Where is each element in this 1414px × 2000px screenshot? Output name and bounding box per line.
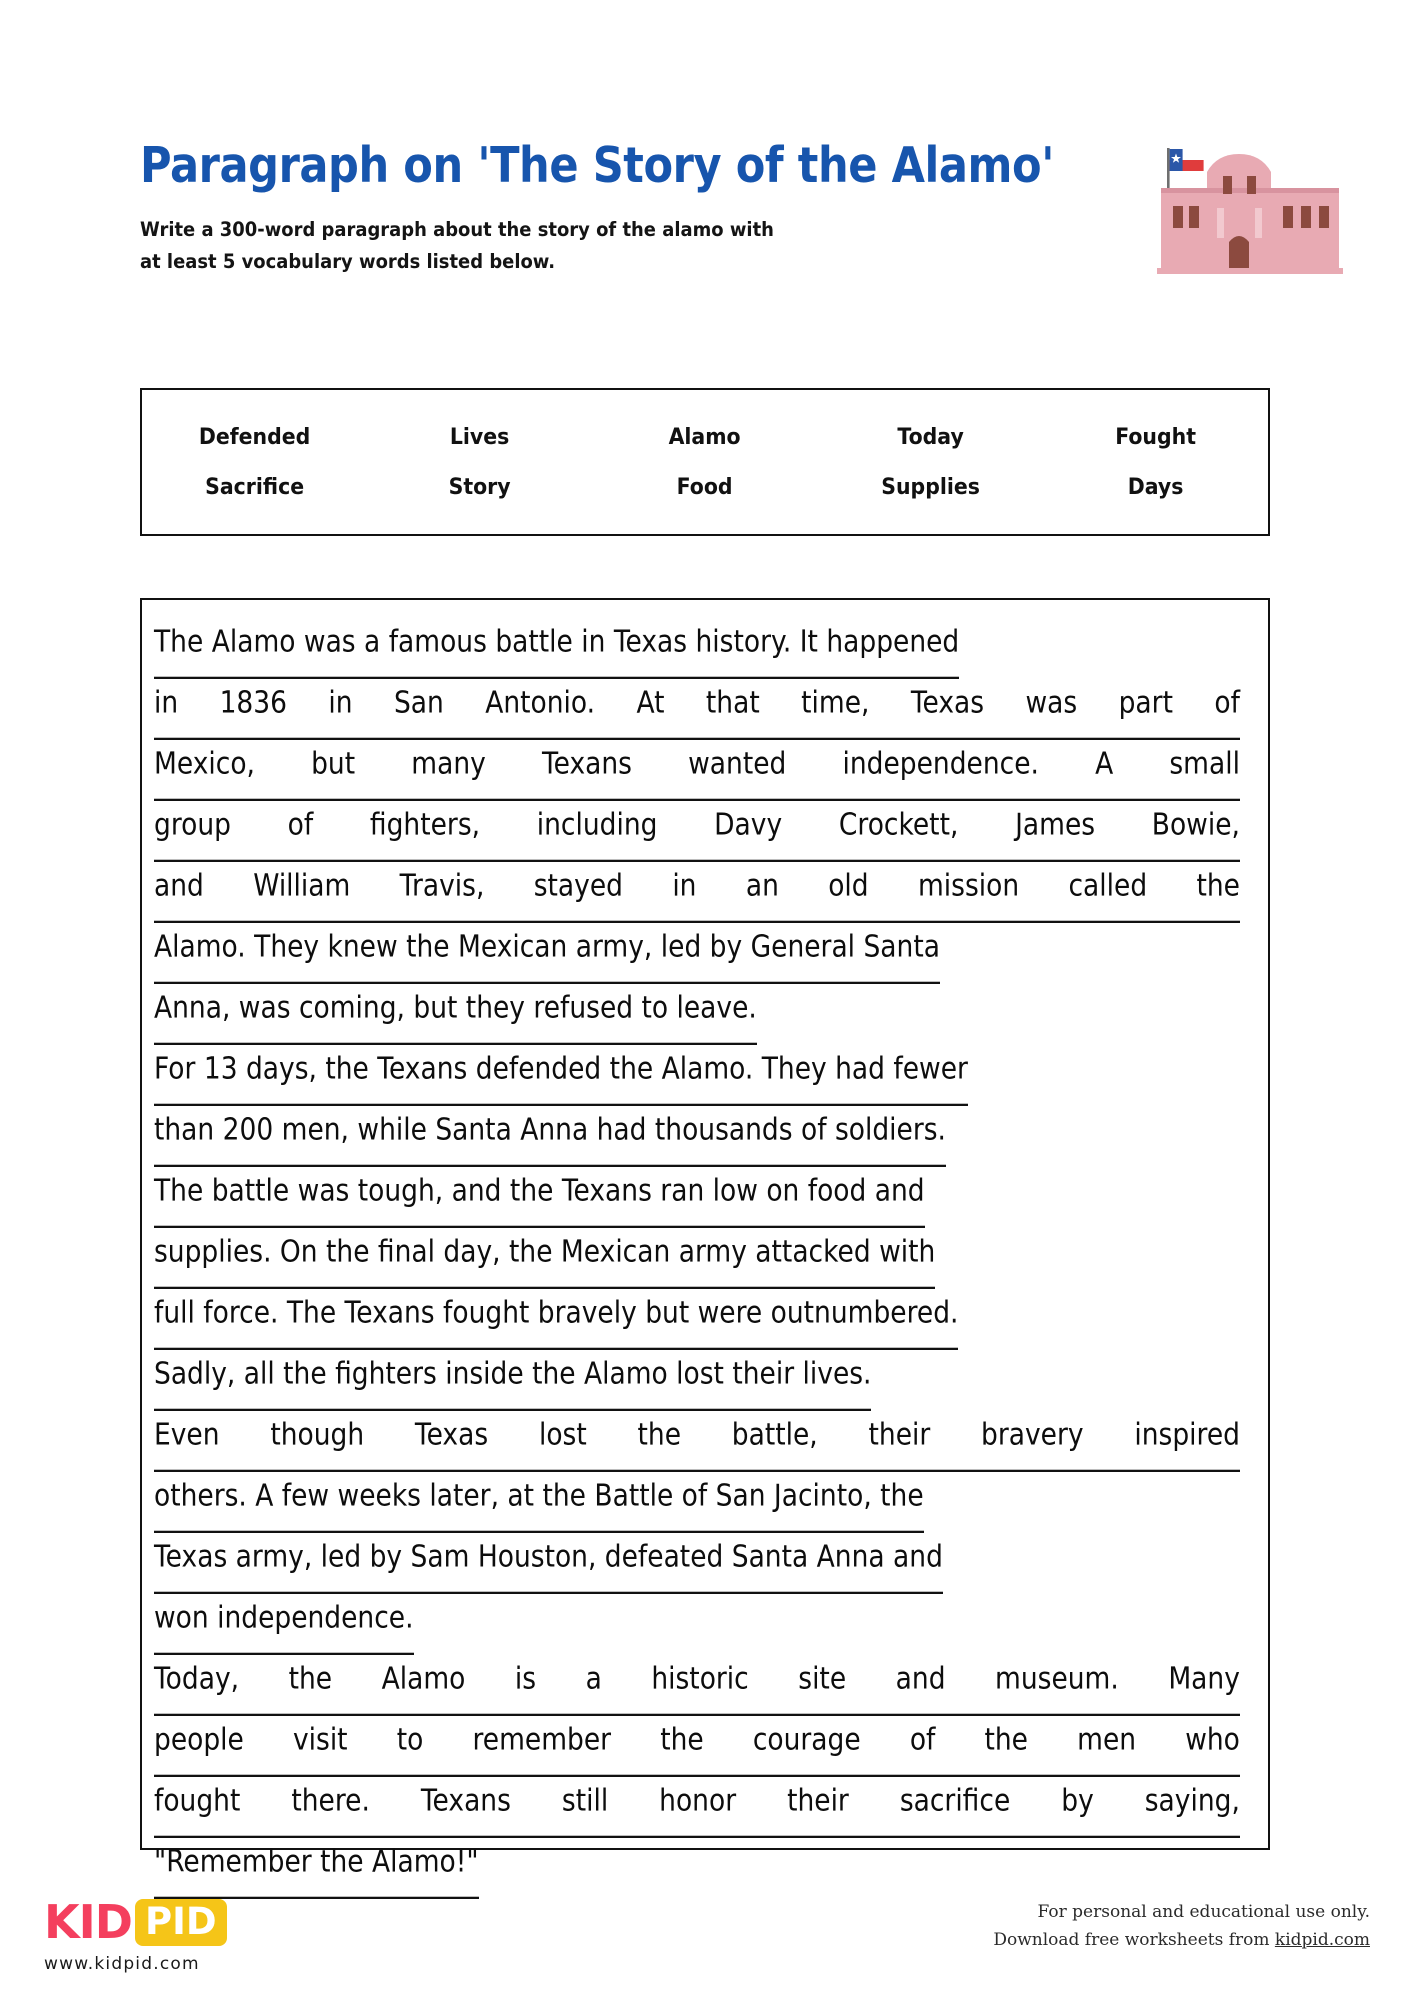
answer-line-text: "Remember the Alamo!"	[154, 1829, 479, 1899]
instruction-text	[140, 214, 1189, 277]
answer-line-text: in 1836 in San Antonio. At that time, Texas was part of	[154, 670, 1240, 740]
footer-kidpid-link[interactable]: kidpid.com	[1274, 1930, 1370, 1951]
answer-line	[154, 1838, 1240, 1899]
answer-line-text: Mexico, but many Texans wanted independence. A small	[154, 731, 1240, 801]
answer-line-text: Sadly, all the fighters inside the Alamo lost their lives.	[154, 1341, 871, 1411]
vocab-word: Supplies	[880, 474, 980, 500]
vocabulary-box	[140, 388, 1270, 536]
answer-line-text: group of fighters, including Davy Crockett, James Bowie,	[154, 792, 1240, 862]
vocab-word: Fought	[1115, 424, 1196, 450]
answer-line-text: Alamo. They knew the Mexican army, led by General Santa	[154, 914, 940, 984]
footer-notice-prefix: Download free worksheets from	[993, 1930, 1275, 1951]
answer-line-text: Today, the Alamo is a historic site and museum. Many	[154, 1646, 1240, 1716]
logo-wordmark	[44, 1896, 344, 1948]
writing-answer-box[interactable]	[140, 598, 1270, 1880]
vocab-word: Lives	[450, 424, 510, 450]
header	[140, 137, 1280, 277]
answer-line-text: than 200 men, while Santa Anna had thousands of soldiers.	[154, 1097, 946, 1167]
page-title: Paragraph on 'The Story of the Alamo'	[140, 137, 1054, 194]
kidpid-logo[interactable]	[44, 1896, 344, 1974]
logo-kid-text: KID	[44, 1895, 132, 1949]
vocab-word: Sacrifice	[205, 474, 305, 500]
logo-website-url[interactable]: www.kidpid.com	[44, 1954, 200, 1974]
answer-line-text: won independence.	[154, 1585, 414, 1655]
footer-notice-line-2	[993, 1926, 1370, 1954]
alamo-illustration	[1155, 142, 1345, 282]
answer-line-text: people visit to remember the courage of the men who	[154, 1707, 1240, 1777]
handwritten-answer	[154, 618, 1240, 1899]
alamo-building	[1157, 154, 1343, 274]
vocab-word: Days	[1127, 474, 1184, 500]
answer-line-text: others. A few weeks later, at the Battle of San Jacinto, the	[154, 1463, 924, 1533]
vocab-word: Today	[896, 424, 964, 450]
answer-line-text: Anna, was coming, but they refused to leave.	[154, 975, 757, 1045]
vocabulary-row-1	[142, 412, 1268, 462]
answer-line-text: full force. The Texans fought bravely but were outnumbered.	[154, 1280, 958, 1350]
vocabulary-row-2	[142, 462, 1268, 512]
instruction-line-1: Write a 300-word paragraph about the story of the alamo with	[140, 217, 774, 241]
vocab-word: Alamo	[668, 424, 742, 450]
logo-pid-text: PID	[135, 1899, 227, 1946]
vocab-word: Defended	[198, 424, 311, 450]
answer-line-text: The battle was tough, and the Texans ran low on food and	[154, 1158, 925, 1228]
instruction-line-2: at least 5 vocabulary words listed below.	[140, 249, 556, 273]
vocab-word: Story	[448, 474, 511, 500]
answer-line-text: Texas army, led by Sam Houston, defeated Santa Anna and	[154, 1524, 943, 1594]
answer-line-text: The Alamo was a famous battle in Texas history. It happened	[154, 609, 959, 679]
answer-line-text: fought there. Texans still honor their sacrifice by saying,	[154, 1768, 1240, 1838]
footer-notice	[993, 1898, 1370, 1954]
answer-line-text: Even though Texas lost the battle, their bravery inspired	[154, 1402, 1240, 1472]
answer-line-text: and William Travis, stayed in an old mission called the	[154, 853, 1240, 923]
footer-notice-line-1: For personal and educational use only.	[1037, 1902, 1370, 1922]
vocab-word: Food	[677, 474, 733, 500]
answer-line-text: For 13 days, the Texans defended the Alamo. They had fewer	[154, 1036, 968, 1106]
answer-line-text: supplies. On the final day, the Mexican army attacked with	[154, 1219, 935, 1289]
